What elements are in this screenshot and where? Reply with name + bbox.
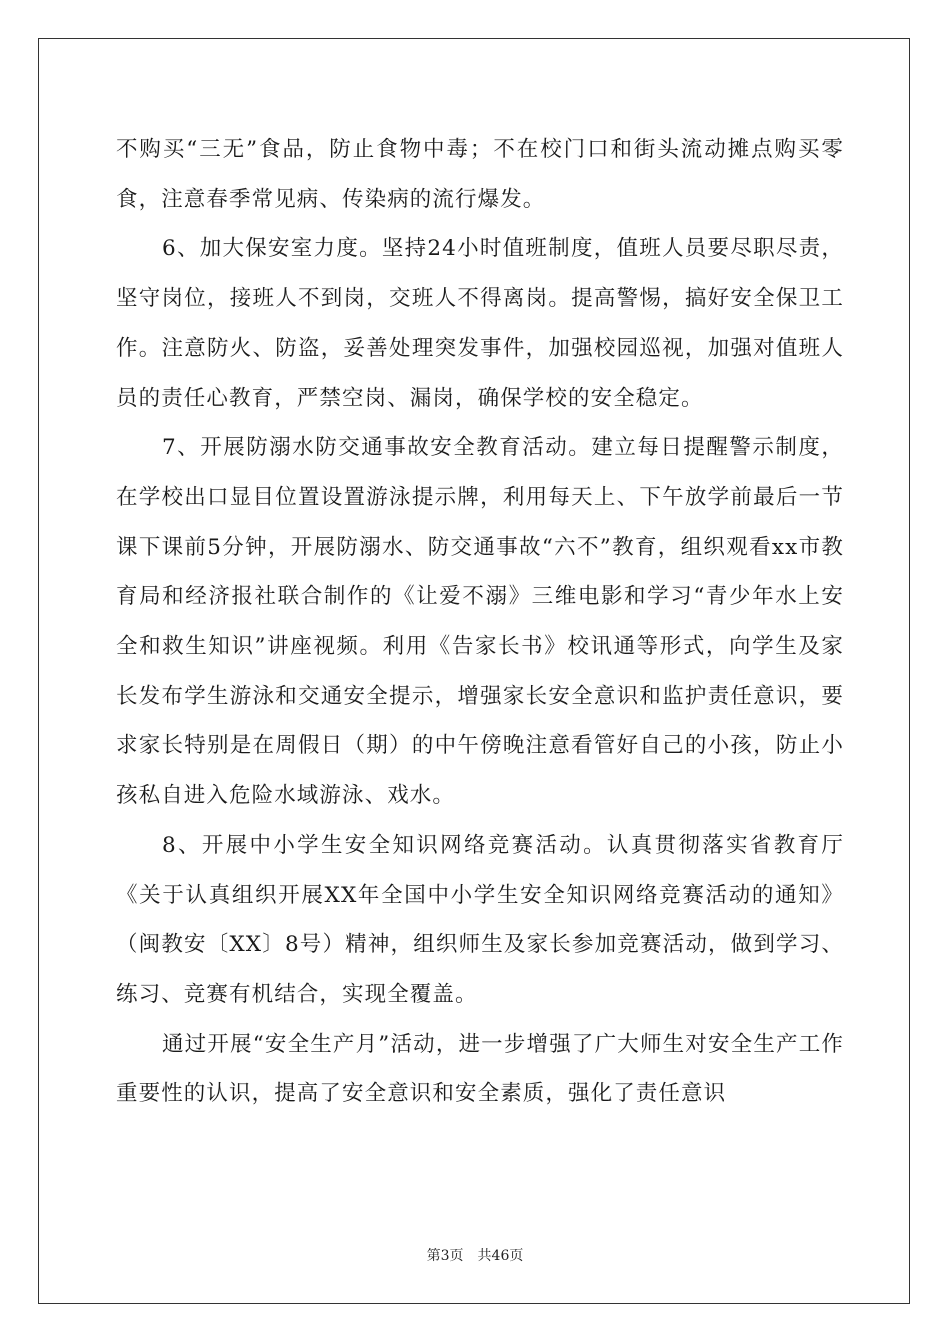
paragraph: 通过开展“安全生产月”活动，进一步增强了广大师生对安全生产工作重要性的认识，提高了安全意识和安全素质，强化了责任意识 <box>116 1031 844 1107</box>
paragraph: 8、开展中小学生安全知识网络竞赛活动。认真贯彻落实省教育厅《关于认真组织开展XX年全国中小学生安全知识网络竞赛活动的通知》（闽教安〔XX〕8号）精神，组织师生及家长参加竞赛活动，做到学习、练习、竞赛有机结合，实现全覆盖。 <box>116 832 844 1007</box>
document-body <box>116 125 844 1119</box>
page-total: 共46页 <box>477 1248 524 1264</box>
paragraph: 不购买“三无”食品，防止食物中毒；不在校门口和街头流动摊点购买零食，注意春季常见病、传染病的流行爆发。 <box>116 137 844 212</box>
page-footer <box>0 1245 950 1265</box>
paragraph: 6、加大保安室力度。坚持24小时值班制度，值班人员要尽职尽责，坚守岗位，接班人不到岗，交班人不得离岗。提高警惕，搞好安全保卫工作。注意防火、防盗，妥善处理突发事件，加强校园巡视，加强对值班人员的责任心教育，严禁空岗、漏岗，确保学校的安全稳定。 <box>116 236 844 411</box>
page-number: 第3页 <box>426 1248 464 1264</box>
paragraph: 7、开展防溺水防交通事故安全教育活动。建立每日提醒警示制度，在学校出口显目位置设置游泳提示牌，利用每天上、下午放学前最后一节课下课前5分钟，开展防溺水、防交通事故“六不”教育，组织观看xx市教育局和经济报社联合制作的《让爱不溺》三维电影和学习“青少年水上安全和救生知识”讲座视频。利用《告家长书》校讯通等形式，向学生及家长发布学生游泳和交通安全提示，增强家长安全意识和监护责任意识，要求家长特别是在周假日（期）的中午傍晚注意看管好自己的小孩，防止小孩私自进入危险水域游泳、戏水。 <box>116 435 844 809</box>
